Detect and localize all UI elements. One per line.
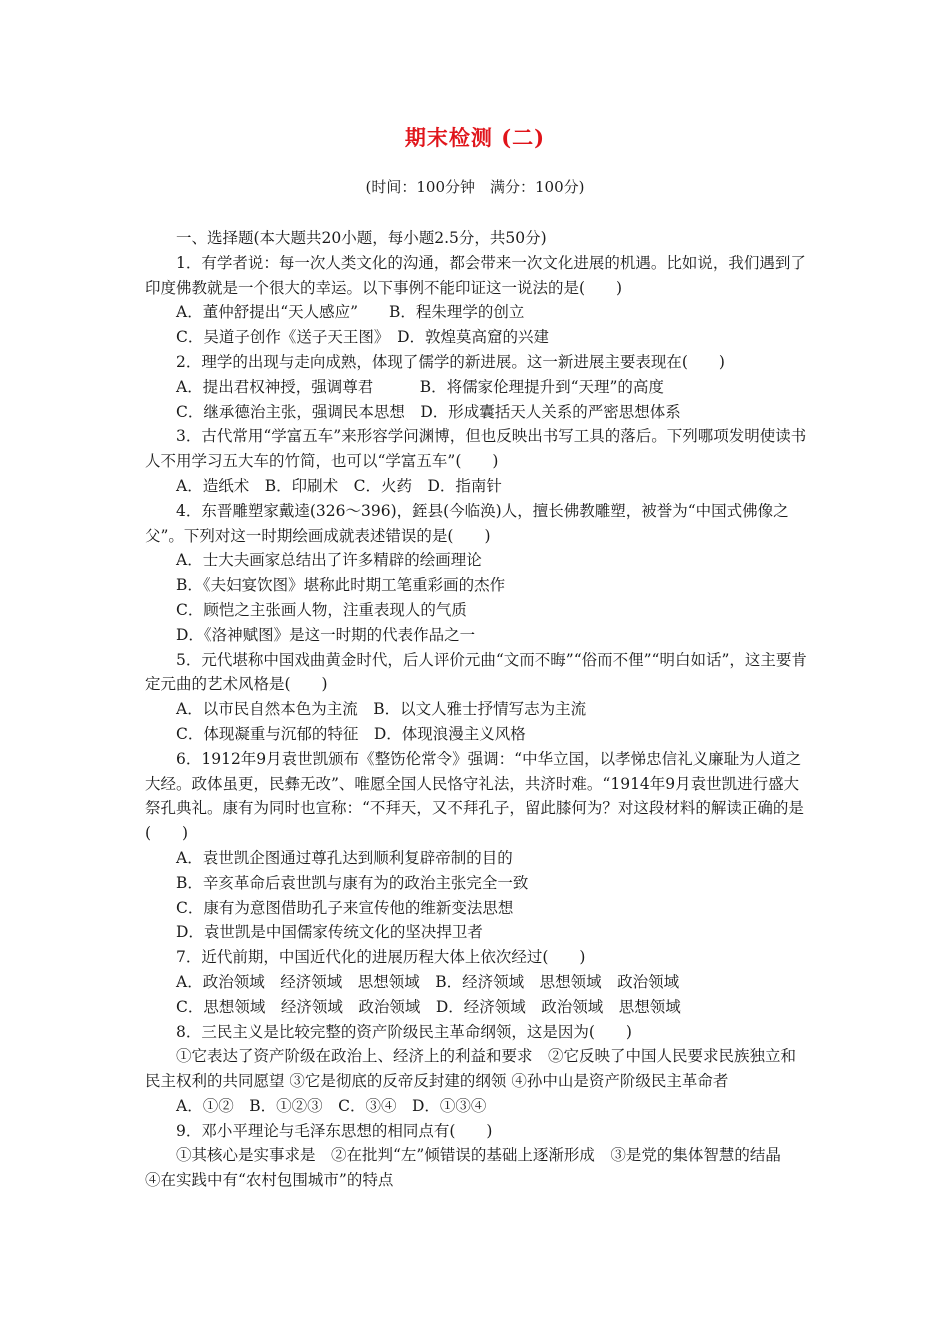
question-4-option-d: D．《洛神赋图》是这一时期的代表作品之一: [176, 625, 476, 644]
question-3-options: A．造纸术 B．印刷术 C．火药 D．指南针: [176, 476, 502, 495]
question-1-options-cd: C．吴道子创作《送子天王图》 D．敦煌莫高窟的兴建: [176, 328, 550, 347]
page-title: 期末检测 (二): [404, 125, 546, 150]
section-heading: 一、选择题(本大题共20小题，每小题2.5分，共50分): [176, 229, 547, 247]
question-6-option-d: D．袁世凯是中国儒家传统文化的坚决捍卫者: [176, 923, 483, 942]
question-8-options: A．①② B．①②③ C．③④ D．①③④: [176, 1096, 487, 1115]
question-6-option-b: B．辛亥革命后袁世凯与康有为的政治主张完全一致: [176, 873, 529, 892]
question-4-option-a: A．士大夫画家总结出了许多精辟的绘画理论: [176, 551, 482, 570]
question-2-options-cd: C．继承德治主张，强调民本思想 D．形成囊括天人关系的严密思想体系: [176, 402, 681, 421]
question-8-statements: ①它表达了资产阶级在政治上、经济上的利益和要求 ②它反映了中国人民要求民族独立和民主权利的共同愿望 ③它是彻底的反帝反封建的纲领 ④孙中山是资产阶级民主革命者: [145, 1047, 797, 1091]
exam-time-score: (时间：100分钟 满分：100分): [365, 178, 585, 196]
question-4-stem: 4．东晋雕塑家戴逵(326～396)，銍县(今临涣)人，擅长佛教雕塑，被誉为“中国式佛像之父”。下列对这一时期绘画成就表述错误的是( ): [145, 501, 789, 545]
question-8-stem: 8．三民主义是比较完整的资产阶级民主革命纲领，这是因为( ): [176, 1022, 632, 1041]
question-9-statements: ①其核心是实事求是 ②在批判“左”倾错误的基础上逐渐形成 ③是党的集体智慧的结晶 ④在实践中有“农村包围城市”的特点: [145, 1146, 797, 1190]
question-9-stem: 9．邓小平理论与毛泽东思想的相同点有( ): [176, 1121, 493, 1140]
question-3-stem: 3．古代常用“学富五车”来形容学问渊博，但也反映出书写工具的落后。下列哪项发明使读书人不用学习五大车的竹简，也可以“学富五车”( ): [145, 427, 807, 471]
question-5-options-cd: C．体现凝重与沉郁的特征 D．体现浪漫主义风格: [176, 724, 526, 743]
question-4-option-b: B．《夫妇宴饮图》堪称此时期工笔重彩画的杰作: [176, 576, 506, 595]
question-6-option-c: C．康有为意图借助孔子来宣传他的维新变法思想: [176, 898, 514, 917]
question-7-options-cd: C．思想领域 经济领域 政治领域 D．经济领域 政治领域 思想领域: [176, 997, 681, 1016]
question-7-stem: 7．近代前期，中国近代化的进展历程大体上依次经过( ): [176, 948, 586, 967]
question-6-option-a: A．袁世凯企图通过尊孔达到顺利复辟帝制的目的: [176, 848, 513, 867]
question-1-stem: 1．有学者说：每一次人类文化的沟通，都会带来一次文化进展的机遇。比如说，我们遇到了印度佛教就是一个很大的幸运。以下事例不能印证这一说法的是( ): [145, 253, 806, 297]
question-2-options-ab: A．提出君权神授，强调尊君 B．将儒家伦理提升到“天理”的高度: [176, 377, 664, 396]
question-4-option-c: C．顾恺之主张画人物，注重表现人的气质: [176, 600, 467, 619]
question-7-options-ab: A．政治领域 经济领域 思想领域 B．经济领域 思想领域 政治领域: [176, 972, 680, 991]
question-5-stem: 5．元代堪称中国戏曲黄金时代，后人评价元曲“文而不晦”“俗而不俚”“明白如话”，这主要肯定元曲的艺术风格是( ): [145, 650, 807, 694]
question-list: [145, 226, 810, 1193]
question-2-stem: 2．理学的出现与走向成熟，体现了儒学的新进展。这一新进展主要表现在( ): [176, 352, 725, 371]
question-6-stem: 6．1912年9月袁世凯颁布《整饬伦常令》强调：“中华立国，以孝悌忠信礼义廉耻为人道之大经。政体虽更，民彝无改”、唯愿全国人民恪守礼法，共济时难。“1914年9月袁世凯进行盛大祭孔典礼。康有为同时也宣称：“不拜天，又不拜孔子，留此膝何为？对这段材料的解读正确的是 ( ): [145, 749, 804, 843]
question-5-options-ab: A．以市民自然本色为主流 B．以文人雅士抒情写志为主流: [176, 700, 587, 719]
question-1-options-ab: A．董仲舒提出“天人感应” B．程朱理学的创立: [176, 303, 525, 322]
